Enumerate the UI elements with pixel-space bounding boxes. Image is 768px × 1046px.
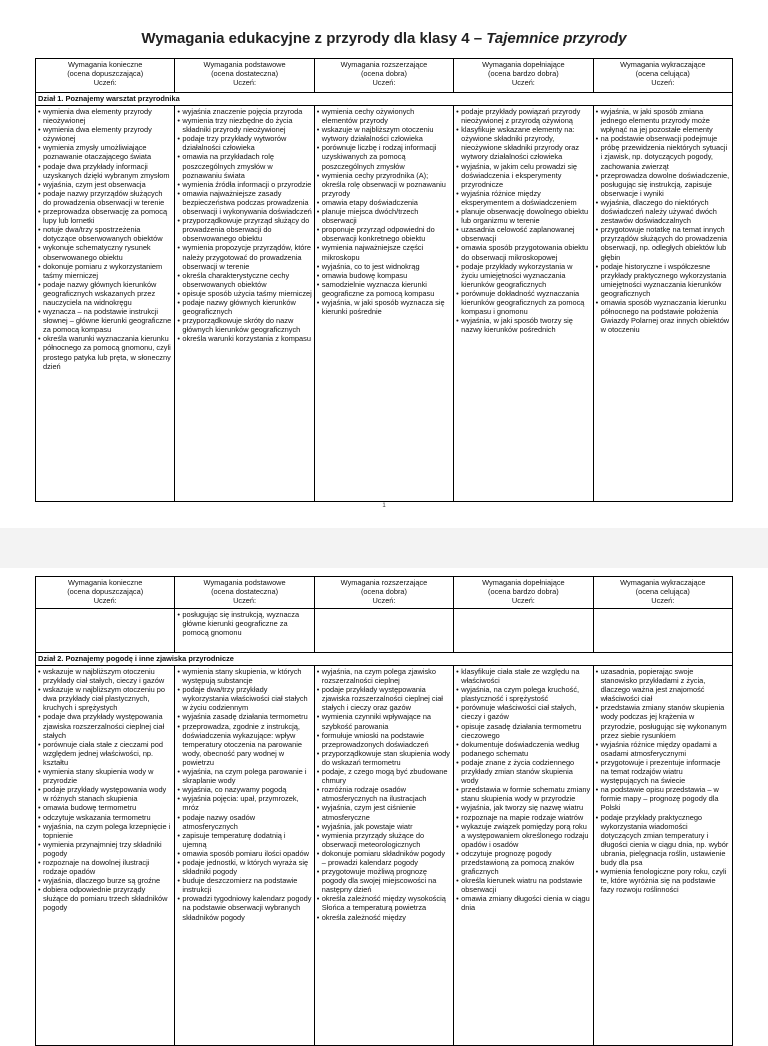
list-item: • wyjaśnia, dlaczego do niektórych doświadczeń należy używać dwóch zestawów doświadczalnych (596, 198, 730, 225)
item-list (456, 107, 590, 334)
list-item: • rozpoznaje na dowolnej ilustracji rodzaje opadów (38, 858, 172, 876)
list-item: • omawia zmiany długości cienia w ciągu dnia (456, 894, 590, 912)
list-item: • wyjaśnia pojęcia: upał, przymrozek, mróz (177, 794, 311, 812)
header-col-4: Wymagania dopełniające (ocena bardzo dobra) Uczeń: (454, 577, 593, 609)
header-col-1: Wymagania konieczne (ocena dopuszczająca) Uczeń: (36, 577, 175, 609)
list-item: • przeprowadza obserwację za pomocą lupy lub lornetki (38, 207, 172, 225)
list-item: • przygotowuje i prezentuje informacje na temat rodzajów wiatru występujących na świecie (596, 758, 730, 785)
list-item: • wyjaśnia, w jaki sposób wyznacza się kierunki pośrednie (317, 298, 451, 316)
list-item: • wymienia dwa elementy przyrody ożywionej (38, 125, 172, 143)
header-row (36, 59, 733, 93)
list-item: • formułuje wnioski na podstawie przeprowadzonych doświadczeń (317, 731, 451, 749)
list-item: • wymienia cechy ożywionych elementów przyrody (317, 107, 451, 125)
list-item: • podaje, z czego mogą być zbudowane chmury (317, 767, 451, 785)
list-item: • przyporządkowuje skróty do nazw głównych kierunków geograficznych (177, 316, 311, 334)
list-item: • podaje trzy przykłady wytworów działalności człowieka (177, 134, 311, 152)
requirements-table-1 (35, 58, 733, 502)
list-item: • podaje dwa/trzy przykłady wykorzystania właściwości ciał stałych w życiu codziennym (177, 685, 311, 712)
list-item: • opisuje zasadę działania termometru cieczowego (456, 722, 590, 740)
list-item: • wyjaśnia, na czym polega zjawisko rozszerzalności cieplnej (317, 667, 451, 685)
header-row (36, 577, 733, 609)
list-item: • podaje dwa przykłady występowania zjawiska rozszerzalności cieplnej ciał stałych (38, 712, 172, 739)
header-col-3: Wymagania rozszerzające (ocena dobra) Uczeń: (314, 59, 453, 93)
list-item: • określa zależność między wysokością Słońca a temperaturą powietrza (317, 894, 451, 912)
list-item: • wyjaśnia różnice między eksperymentem a doświadczeniem (456, 189, 590, 207)
list-item: • przygotowuje możliwą prognozę pogody dla swojej miejscowości na następny dzień (317, 867, 451, 894)
list-item: • dokonuje pomiaru z wykorzystaniem taśmy mierniczej (38, 262, 172, 280)
list-item: • wyjaśnia, jak tworzy się nazwę wiatru (456, 803, 590, 812)
list-item: • podaje dwa przykłady informacji uzyskanych dzięki wybranym zmysłom (38, 162, 172, 180)
cell-dopelniajace (454, 106, 593, 502)
list-item: • podaje przykłady powiązań przyrody nieożywionej z przyrodą ożywioną (456, 107, 590, 125)
list-item: • wyjaśnia zasadę działania termometru (177, 712, 311, 721)
list-item: • określa zależność między (317, 913, 451, 922)
list-item: • omawia budowę termometru (38, 803, 172, 812)
cont-cell-2 (175, 609, 314, 653)
list-item: • wymienia cechy przyrodnika (A); określa rolę obserwacji w poznawaniu przyrody (317, 171, 451, 198)
section-1-title: Dział 1. Poznajemy warsztat przyrodnika (36, 93, 733, 106)
list-item: • uzasadnia, popierając swoje stanowisko przykładami z życia, dlaczego ważna jest znajomość właściwości ciał (596, 667, 730, 703)
title-italic: Tajemnice przyrody (486, 30, 627, 47)
page-2 (0, 568, 768, 1024)
list-item: • samodzielnie wyznacza kierunki geograficzne za pomocą kompasu (317, 280, 451, 298)
list-item: • planuje obserwację dowolnego obiektu lub organizmu w terenie (456, 207, 590, 225)
list-item: • porównuje liczbę i rodzaj informacji uzyskiwanych za pomocą poszczególnych zmysłów (317, 143, 451, 170)
content-row (36, 666, 733, 1046)
item-list (317, 107, 451, 316)
list-item: • podaje przykłady występowania wody w różnych stanach skupienia (38, 785, 172, 803)
list-item: • dokumentuje doświadczenia według podanego schematu (456, 740, 590, 758)
list-item: • proponuje przyrząd odpowiedni do obserwacji konkretnego obiektu (317, 225, 451, 243)
list-item: • podaje przykłady praktycznego wykorzystania wiadomości dotyczących zmian temperatury i długości cienia w ciągu dnia, np. wybór ubrania, pielęgnacja roślin, ustawienie budy dla psa (596, 813, 730, 868)
list-item: • dokonuje pomiaru składników pogody – prowadzi kalendarz pogody (317, 849, 451, 867)
cont-cell-5 (593, 609, 732, 653)
list-item: • przeprowadza, zgodnie z instrukcją, doświadczenia wykazujące: wpływ temperatury otoczenia na parowanie wody, obecność pary wodnej w powietrzu (177, 722, 311, 767)
list-item: • wykonuje schematyczny rysunek obserwowanego obiektu (38, 243, 172, 261)
list-item: • podaje znane z życia codziennego przykłady zmian stanów skupienia wody (456, 758, 590, 785)
header-col-5: Wymagania wykraczające (ocena celująca) Uczeń: (593, 577, 732, 609)
list-item: • dobiera odpowiednie przyrządy służące do pomiaru trzech składników pogody (38, 885, 172, 912)
list-item: • porównuje ciała stałe z cieczami pod względem jednej właściwości, np. kształtu (38, 740, 172, 767)
list-item: • posługując się instrukcją, wyznacza główne kierunki geograficzne za pomocą gnomonu (177, 610, 311, 637)
list-item: • na podstawie obserwacji podejmuje próbę przewidzenia niektórych sytuacji i zjawisk, np. dotyczących pogody, zachowania zwierząt (596, 134, 730, 170)
list-item: • przedstawia zmiany stanów skupienia wody podczas jej krążenia w przyrodzie, posługując się wykonanym przez siebie rysunkiem (596, 703, 730, 739)
list-item: • wymienia przynajmniej trzy składniki pogody (38, 840, 172, 858)
list-item: • wymienia stany skupienia wody w przyrodzie (38, 767, 172, 785)
list-item: • omawia sposób wyznaczania kierunku północnego na podstawie położenia Gwiazdy Polarnej oraz innych obiektów w otoczeniu (596, 298, 730, 334)
list-item: • wyjaśnia, czym jest obserwacja (38, 180, 172, 189)
item-list (177, 667, 311, 922)
section-row (36, 653, 733, 666)
page-gap (0, 528, 768, 568)
cell-konieczne (36, 106, 175, 502)
list-item: • rozróżnia rodzaje osadów atmosferycznych na ilustracjach (317, 785, 451, 803)
list-item: • omawia etapy doświadczenia (317, 198, 451, 207)
item-list (317, 667, 451, 922)
header-col-5: Wymagania wykraczające (ocena celująca) Uczeń: (593, 59, 732, 93)
requirements-table-2 (35, 576, 733, 1046)
section-2-title: Dział 2. Poznajemy pogodę i inne zjawiska przyrodnicze (36, 653, 733, 666)
list-item: • wymienia stany skupienia, w których występują substancje (177, 667, 311, 685)
list-item: • omawia budowę kompasu (317, 271, 451, 280)
cell-konieczne (36, 666, 175, 1046)
list-item: • określa charakterystyczne cechy obserwowanych obiektów (177, 271, 311, 289)
list-item: • odczytuje prognozę pogody przedstawioną za pomocą znaków graficznych (456, 849, 590, 876)
list-item: • wskazuje w najbliższym otoczeniu przykłady ciał stałych, cieczy i gazów (38, 667, 172, 685)
cell-wykraczajace (593, 666, 732, 1046)
cont-cell-3 (314, 609, 453, 653)
list-item: • wyjaśnia, na czym polega kruchość, plastyczność i sprężystość (456, 685, 590, 703)
list-item: • klasyfikuje wskazane elementy na: ożywione składniki przyrody, nieożywione składniki przyrody oraz wytwory działalności człowieka (456, 125, 590, 161)
list-item: • klasyfikuje ciała stałe ze względu na właściwości (456, 667, 590, 685)
list-item: • wymienia zmysły umożliwiające poznawanie otaczającego świata (38, 143, 172, 161)
list-item: • określa warunki wyznaczania kierunku północnego za pomocą gnomonu, czyli prostego patyka lub pręta, w słoneczny dzień (38, 334, 172, 370)
list-item: • podaje nazwy przyrządów służących do prowadzenia obserwacji w terenie (38, 189, 172, 207)
document-title (0, 30, 768, 47)
header-col-3: Wymagania rozszerzające (ocena dobra) Uczeń: (314, 577, 453, 609)
list-item: • wyjaśnia, czym jest ciśnienie atmosferyczne (317, 803, 451, 821)
list-item: • rozpoznaje na mapie rodzaje wiatrów (456, 813, 590, 822)
list-item: • omawia sposób przygotowania obiektu do obserwacji mikroskopowej (456, 243, 590, 261)
header-col-4: Wymagania dopełniające (ocena bardzo dobra) Uczeń: (454, 59, 593, 93)
list-item: • podaje jednostki, w których wyraża się składniki pogody (177, 858, 311, 876)
list-item: • wskazuje w najbliższym otoczeniu po dwa przykłady ciał plastycznych, kruchych i sprężystych (38, 685, 172, 712)
cont-cell-1 (36, 609, 175, 653)
list-item: • porównuje dokładność wyznaczania kierunków geograficznych za pomocą kompasu i gnomonu (456, 289, 590, 316)
list-item: • przyporządkowuje przyrząd służący do prowadzenia obserwacji do obserwowanego obiektu (177, 216, 311, 243)
header-col-1: Wymagania konieczne (ocena dopuszczająca) Uczeń: (36, 59, 175, 93)
list-item: • opisuje sposób użycia taśmy mierniczej (177, 289, 311, 298)
section-row (36, 93, 733, 106)
list-item: • planuje miejsca dwóch/trzech obserwacji (317, 207, 451, 225)
list-item: • wyjaśnia, co nazywamy pogodą (177, 785, 311, 794)
list-item: • porównuje właściwości ciał stałych, cieczy i gazów (456, 703, 590, 721)
list-item: • wymienia fenologiczne pory roku, czyli te, które wyróżnia się na podstawie fazy rozwoju roślinności (596, 867, 730, 894)
list-item: • przedstawia w formie schematu zmiany stanu skupienia wody w przyrodzie (456, 785, 590, 803)
list-item: • podaje nazwy głównych kierunków geograficznych wskazanych przez nauczyciela na widnokręgu (38, 280, 172, 307)
list-item: • wymienia czynniki wpływające na szybkość parowania (317, 712, 451, 730)
item-list (38, 107, 172, 371)
list-item: • notuje dwa/trzy spostrzeżenia dotyczące obserwowanych obiektów (38, 225, 172, 243)
page-number: 1 (382, 503, 386, 509)
list-item: • prowadzi tygodniowy kalendarz pogody na podstawie obserwacji wybranych składników pogody (177, 894, 311, 921)
cell-dopelniajace (454, 666, 593, 1046)
list-item: • uzasadnia celowość zaplanowanej obserwacji (456, 225, 590, 243)
list-item: • wymienia najważniejsze części mikroskopu (317, 243, 451, 261)
list-item: • podaje przykłady występowania zjawiska rozszerzalności cieplnej ciał stałych i cieczy oraz gazów (317, 685, 451, 712)
cell-wykraczajace (593, 106, 732, 502)
list-item: • omawia sposób pomiaru ilości opadów (177, 849, 311, 858)
list-item: • podaje historyczne i współczesne przykłady praktycznego wykorzystania umiejętności wyznaczania kierunków geograficznych (596, 262, 730, 298)
list-item: • omawia na przykładach rolę poszczególnych zmysłów w poznawaniu świata (177, 152, 311, 179)
cell-rozszerzajace (314, 666, 453, 1046)
item-list (177, 610, 311, 637)
list-item: • wymienia trzy niezbędne do życia składniki przyrody nieożywionej (177, 116, 311, 134)
header-col-2: Wymagania podstawowe (ocena dostateczna) Uczeń: (175, 59, 314, 93)
list-item: • wymienia propozycje przyrządów, które należy przygotować do prowadzenia obserwacji w terenie (177, 243, 311, 270)
title-main: Wymagania edukacyjne z przyrody dla klasy 4 – (141, 30, 487, 47)
list-item: • wymienia dwa elementy przyrody nieożywionej (38, 107, 172, 125)
list-item: • wyjaśnia, w jaki sposób zmiana jednego elementu przyrody może wpłynąć na jej pozostałe elementy (596, 107, 730, 134)
list-item: • określa kierunek wiatru na podstawie obserwacji (456, 876, 590, 894)
list-item: • wymienia przyrządy służące do obserwacji meteorologicznych (317, 831, 451, 849)
list-item: • wyjaśnia różnice między opadami a osadami atmosferycznymi (596, 740, 730, 758)
content-row (36, 106, 733, 502)
cell-podstawowe (175, 666, 314, 1046)
item-list (596, 107, 730, 334)
list-item: • buduje deszczomierz na podstawie instrukcji (177, 876, 311, 894)
list-item: • przeprowadza dowolne doświadczenie, posługując się instrukcją, zapisuje obserwacje i wyniki (596, 171, 730, 198)
cell-rozszerzajace (314, 106, 453, 502)
list-item: • zapisuje temperaturę dodatnią i ujemną (177, 831, 311, 849)
list-item: • wyjaśnia znaczenie pojęcia przyroda (177, 107, 311, 116)
item-list (177, 107, 311, 343)
list-item: • omawia najważniejsze zasady bezpieczeństwa podczas prowadzenia obserwacji i wykonywania doświadczeń (177, 189, 311, 216)
list-item: • podaje przykłady wykorzystania w życiu umiejętności wyznaczania kierunków geograficznych (456, 262, 590, 289)
cont-cell-4 (454, 609, 593, 653)
list-item: • wyjaśnia, na czym polega krzepnięcie i topnienie (38, 822, 172, 840)
list-item: • wyjaśnia, w jakim celu prowadzi się doświadczenia i eksperymenty przyrodnicze (456, 162, 590, 189)
list-item: • określa warunki korzystania z kompasu (177, 334, 311, 343)
cell-podstawowe (175, 106, 314, 502)
list-item: • odczytuje wskazania termometru (38, 813, 172, 822)
list-item: • wyjaśnia, w jaki sposób tworzy się nazwy kierunków pośrednich (456, 316, 590, 334)
list-item: • wyznacza – na podstawie instrukcji słownej – główne kierunki geograficzne za pomocą kompasu (38, 307, 172, 334)
list-item: • wyjaśnia, jak powstaje wiatr (317, 822, 451, 831)
list-item: • wskazuje w najbliższym otoczeniu wytwory działalności człowieka (317, 125, 451, 143)
list-item: • podaje nazwy głównych kierunków geograficznych (177, 298, 311, 316)
list-item: • wyjaśnia, na czym polega parowanie i skraplanie wody (177, 767, 311, 785)
continuation-row (36, 609, 733, 653)
list-item: • podaje nazwy osadów atmosferycznych (177, 813, 311, 831)
list-item: • wyjaśnia, dlaczego burze są groźne (38, 876, 172, 885)
list-item: • na podstawie opisu przedstawia – w formie mapy – prognozę pogody dla Polski (596, 785, 730, 812)
item-list (596, 667, 730, 894)
list-item: • wykazuje związek pomiędzy porą roku a występowaniem określonego rodzaju opadów i osadów (456, 822, 590, 849)
list-item: • przygotowuje notatkę na temat innych przyrządów służących do prowadzenia obserwacji, np. odległych obiektów lub głębin (596, 225, 730, 261)
item-list (456, 667, 590, 913)
header-col-2: Wymagania podstawowe (ocena dostateczna) Uczeń: (175, 577, 314, 609)
list-item: • przyporządkowuje stan skupienia wody do wskazań termometru (317, 749, 451, 767)
item-list (38, 667, 172, 913)
list-item: • wymienia źródła informacji o przyrodzie (177, 180, 311, 189)
list-item: • wyjaśnia, co to jest widnokrąg (317, 262, 451, 271)
